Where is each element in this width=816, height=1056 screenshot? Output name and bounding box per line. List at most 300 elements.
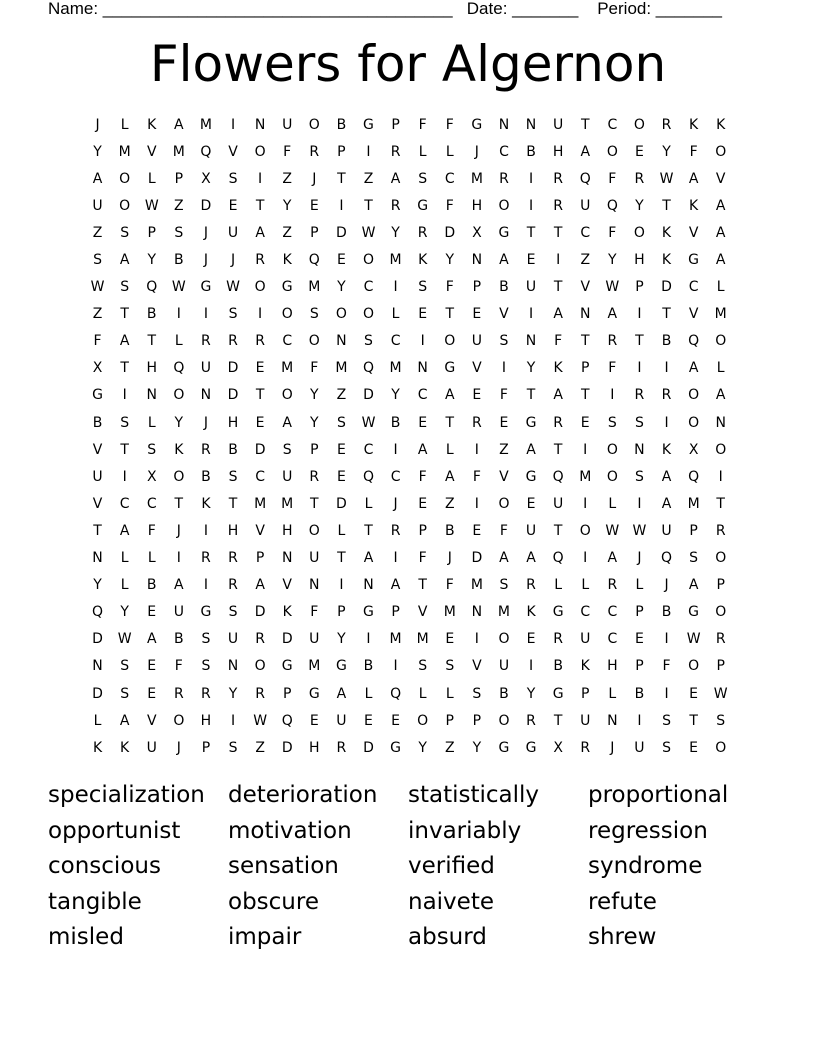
grid-letter: O [715,333,727,350]
grid-letter: I [393,441,398,458]
grid-letter: T [553,279,563,296]
grid-letter: V [499,468,509,485]
word-bank-item: misled [48,924,124,951]
grid-letter: F [445,279,454,296]
grid-letter: C [119,495,130,512]
grid-letter: W [253,712,268,729]
grid-letter: Q [362,468,374,485]
grid-letter: N [471,604,483,621]
grid-letter: R [255,685,265,702]
grid-letter: Q [390,685,402,702]
grid-letter: Z [255,739,265,756]
grid-letter: L [554,577,563,594]
grid-letter: R [661,387,672,404]
grid-letter: A [119,522,130,539]
grid-letter: L [418,143,427,160]
grid-letter: Y [337,631,346,648]
grid-letter: A [119,333,130,350]
grid-letter: T [689,712,698,729]
grid-letter: Q [606,197,618,214]
grid-letter: V [499,306,509,323]
grid-letter: I [718,468,723,485]
grid-letter: P [472,712,482,729]
grid-letter: E [418,306,428,323]
grid-letter: I [203,522,208,539]
grid-letter: J [637,550,642,567]
grid-letter: T [364,522,373,539]
grid-letter: F [93,333,102,350]
grid-letter: J [203,224,208,241]
grid-letter: H [281,522,293,539]
grid-letter: Y [93,143,102,160]
word-bank-item: shrew [588,924,657,951]
grid-letter: N [92,658,103,675]
grid-letter: P [635,604,644,621]
grid-letter: R [173,685,184,702]
grid-letter: Y [445,252,455,269]
grid-letter: F [662,658,671,675]
grid-letter: V [580,279,591,296]
grid-letter: J [203,252,208,269]
grid-letter: A [363,550,374,567]
word-bank-item: impair [228,924,302,951]
grid-letter: J [95,116,100,133]
grid-letter: P [635,279,644,296]
grid-letter: O [254,658,266,675]
grid-letter: P [337,143,346,160]
grid-letter: T [255,387,265,404]
word-search-grid [84,111,734,761]
grid-letter: N [525,333,537,350]
grid-letter: A [255,224,265,241]
grid-letter: E [472,522,482,539]
grid-letter: O [173,468,185,485]
grid-letter: K [282,252,292,269]
grid-letter: S [364,333,373,350]
grid-letter: I [203,306,208,323]
word-bank-item: opportunist [48,817,181,844]
grid-letter: I [556,252,561,269]
grid-letter: Q [362,360,374,377]
grid-letter: O [688,414,700,431]
grid-letter: F [445,197,454,214]
grid-letter: E [472,387,482,404]
grid-letter: O [335,306,347,323]
grid-letter: E [309,197,319,214]
grid-letter: I [501,360,507,377]
grid-letter: T [418,577,427,594]
word-bank-item: tangible [48,888,142,915]
grid-letter: E [336,252,346,269]
grid-letter: M [416,631,429,648]
grid-letter: O [715,143,727,160]
grid-letter: A [688,360,699,377]
grid-letter: D [281,631,293,648]
grid-letter: I [176,550,181,567]
grid-letter: R [309,143,320,160]
grid-letter: M [497,604,510,621]
grid-letter: E [228,197,238,214]
grid-letter: V [228,143,238,160]
grid-letter: D [471,550,483,567]
grid-letter: A [390,577,401,594]
grid-letter: E [472,306,482,323]
grid-letter: O [362,306,374,323]
grid-letter: I [528,170,534,187]
grid-letter: E [309,712,319,729]
grid-letter: L [581,577,590,594]
grid-letter: I [203,577,208,594]
grid-letter: C [499,143,509,160]
grid-letter: K [689,116,699,133]
grid-letter: X [92,360,103,377]
grid-letter: L [445,685,454,702]
grid-letter: J [393,495,398,512]
grid-letter: B [390,414,401,431]
grid-letter: H [200,712,212,729]
grid-letter: O [715,604,727,621]
grid-letter: J [312,170,317,187]
grid-letter: T [662,306,671,323]
grid-letter: A [174,116,184,133]
grid-letter: I [528,306,534,323]
grid-letter: T [120,441,129,458]
grid-letter: H [607,658,618,675]
grid-letter: D [363,739,374,756]
grid-letter: F [608,224,617,241]
word-bank-item: conscious [48,853,161,880]
word-bank-item: statistically [408,782,540,808]
grid-letter: G [92,387,103,404]
grid-letter: V [688,224,699,241]
grid-letter: Q [579,170,591,187]
grid-letter: B [661,333,672,350]
grid-letter: R [553,631,563,648]
word-bank-item: absurd [408,924,487,951]
grid-letter: E [418,414,428,431]
grid-letter: U [227,224,239,241]
grid-letter: O [633,116,645,133]
grid-letter: X [688,441,699,458]
grid-letter: B [444,522,455,539]
grid-letter: C [580,224,591,241]
grid-letter: K [553,360,563,377]
grid-letter: R [715,631,726,648]
grid-letter: F [608,170,617,187]
grid-letter: S [499,333,509,350]
grid-letter: M [470,577,483,594]
grid-letter: N [146,387,157,404]
grid-letter: E [526,495,536,512]
grid-letter: U [336,712,347,729]
grid-letter: M [579,468,592,485]
grid-letter: R [201,685,211,702]
grid-letter: R [553,170,563,187]
word-bank-item: verified [408,853,495,880]
grid-letter: Y [472,739,482,756]
grid-letter: L [93,712,102,729]
grid-letter: B [499,279,509,296]
grid-letter: K [147,116,157,133]
grid-letter: G [444,360,456,377]
grid-letter: C [363,441,374,458]
grid-letter: B [499,685,509,702]
grid-letter: I [610,387,615,404]
grid-letter: R [526,577,536,594]
grid-letter: N [227,658,239,675]
grid-letter: T [228,495,238,512]
grid-letter: D [92,631,103,648]
grid-letter: D [336,495,347,512]
grid-letter: R [201,441,211,458]
grid-letter: O [606,441,618,458]
grid-letter: E [147,604,157,621]
grid-letter: P [472,279,482,296]
grid-letter: Y [418,739,427,756]
grid-letter: A [444,468,455,485]
grid-letter: M [281,360,294,377]
grid-letter: P [310,441,319,458]
grid-letter: B [174,252,184,269]
grid-letter: S [499,577,509,594]
grid-letter: R [255,333,265,350]
grid-letter: O [606,143,618,160]
grid-letter: O [308,333,320,350]
word-bank-item: syndrome [588,853,703,880]
grid-letter: R [499,170,509,187]
grid-letter: L [635,577,644,594]
grid-letter: W [144,197,159,214]
grid-letter: T [120,360,129,377]
grid-letter: P [337,604,346,621]
grid-letter: O [308,116,320,133]
grid-letter: F [499,387,508,404]
grid-letter: I [583,550,588,567]
grid-letter: O [281,306,293,323]
grid-letter: H [227,522,239,539]
grid-letter: F [147,522,156,539]
grid-letter: M [443,604,456,621]
grid-letter: G [498,739,510,756]
grid-letter: U [173,604,184,621]
grid-letter: R [336,739,347,756]
grid-letter: H [634,252,645,269]
grid-letter: P [716,577,725,594]
grid-letter: X [472,224,482,241]
grid-letter: T [445,306,455,323]
grid-letter: F [472,468,481,485]
grid-letter: Q [688,468,700,485]
grid-letter: P [201,739,211,756]
grid-letter: U [227,631,239,648]
grid-letter: U [146,739,157,756]
grid-letter: W [361,224,376,241]
grid-letter: E [255,360,265,377]
grid-letter: L [391,306,400,323]
word-bank-item: naivete [408,888,494,915]
grid-letter: T [716,495,725,512]
grid-letter: E [147,658,157,675]
grid-letter: V [472,658,482,675]
grid-letter: Q [688,333,700,350]
grid-letter: N [92,550,103,567]
grid-letter: I [366,143,371,160]
grid-letter: G [335,658,347,675]
grid-letter: N [634,441,645,458]
grid-letter: M [389,360,402,377]
grid-letter: V [715,170,726,187]
grid-letter: M [199,116,212,133]
grid-letter: M [254,495,267,512]
grid-letter: X [146,468,157,485]
grid-letter: Z [92,224,103,241]
grid-letter: K [661,441,672,458]
grid-letter: H [552,143,564,160]
grid-letter: S [147,441,157,458]
grid-letter: P [391,604,400,621]
grid-letter: R [255,631,265,648]
grid-letter: I [583,441,588,458]
grid-letter: Y [120,604,129,621]
student-info-header: Name: _____________________________________ Date: _______ Period: _______ [48,0,722,18]
grid-letter: B [553,658,563,675]
grid-letter: F [310,360,319,377]
grid-letter: R [580,739,591,756]
grid-letter: Y [337,279,346,296]
grid-letter: V [92,441,103,458]
grid-letter: J [230,252,236,269]
grid-letter: L [337,522,346,539]
grid-letter: I [420,333,425,350]
grid-letter: U [498,658,510,675]
grid-letter: A [661,495,672,512]
grid-letter: J [474,143,479,160]
grid-letter: K [120,739,130,756]
grid-letter: F [418,550,427,567]
grid-letter: N [309,577,320,594]
grid-letter: P [581,685,590,702]
grid-letter: S [472,685,482,702]
grid-letter: C [146,495,157,512]
grid-letter: D [227,360,239,377]
grid-letter: T [93,522,102,539]
grid-letter: A [146,631,157,648]
grid-letter: G [363,116,374,133]
grid-letter: R [201,550,211,567]
grid-letter: Y [147,252,157,269]
grid-letter: S [418,170,428,187]
grid-letter: U [309,550,320,567]
grid-letter: C [390,333,401,350]
grid-letter: F [445,577,454,594]
grid-letter: M [308,658,321,675]
grid-letter: O [254,143,266,160]
grid-letter: I [258,306,263,323]
grid-letter: T [635,333,644,350]
grid-letter: G [417,197,429,214]
grid-letter: W [713,685,728,702]
grid-letter: S [689,550,699,567]
grid-letter: I [583,495,588,512]
grid-letter: A [661,468,672,485]
grid-letter: Y [310,387,319,404]
grid-letter: K [418,252,428,269]
word-bank [48,778,768,956]
grid-letter: R [553,414,563,431]
grid-letter: I [474,441,479,458]
grid-letter: I [230,116,236,133]
grid-letter: K [92,739,103,756]
grid-letter: T [364,197,373,214]
grid-letter: G [552,604,564,621]
grid-letter: O [362,252,374,269]
grid-letter: W [361,414,376,431]
grid-letter: K [661,224,672,241]
grid-letter: G [390,739,401,756]
grid-letter: R [201,333,211,350]
grid-letter: R [526,712,536,729]
grid-letter: Y [526,360,536,377]
grid-letter: Y [608,252,617,269]
grid-letter: E [689,685,699,702]
grid-letter: I [393,279,398,296]
grid-letter: A [499,550,509,567]
grid-letter: L [716,360,725,377]
grid-letter: Y [635,197,644,214]
grid-letter: Q [200,143,212,160]
grid-letter: J [176,522,181,539]
grid-letter: L [174,333,183,350]
grid-letter: U [553,495,564,512]
grid-letter: S [336,414,346,431]
grid-letter: G [498,224,510,241]
grid-letter: G [525,468,537,485]
grid-letter: I [176,306,181,323]
grid-letter: S [634,414,644,431]
grid-letter: S [120,279,130,296]
grid-letter: U [309,631,320,648]
grid-letter: O [498,197,510,214]
grid-letter: Q [281,712,293,729]
grid-letter: V [472,360,482,377]
grid-letter: I [664,631,669,648]
grid-letter: A [715,197,726,214]
grid-letter: W [686,631,701,648]
grid-letter: C [580,604,591,621]
grid-letter: D [336,224,347,241]
grid-letter: C [607,116,618,133]
grid-letter: M [714,306,727,323]
grid-letter: A [715,387,726,404]
grid-letter: Q [661,550,673,567]
grid-letter: Z [336,387,347,404]
grid-letter: A [499,252,509,269]
grid-letter: C [607,604,618,621]
grid-letter: E [255,414,265,431]
grid-letter: C [363,279,374,296]
grid-letter: S [716,712,726,729]
grid-letter: Z [174,197,184,214]
grid-letter: W [226,279,240,296]
grid-letter: A [444,387,455,404]
grid-letter: I [637,306,642,323]
grid-letter: F [418,468,427,485]
grid-letter: O [254,279,266,296]
grid-letter: V [688,306,699,323]
grid-letter: L [120,116,129,133]
grid-letter: I [339,197,344,214]
grid-letter: S [662,739,671,756]
